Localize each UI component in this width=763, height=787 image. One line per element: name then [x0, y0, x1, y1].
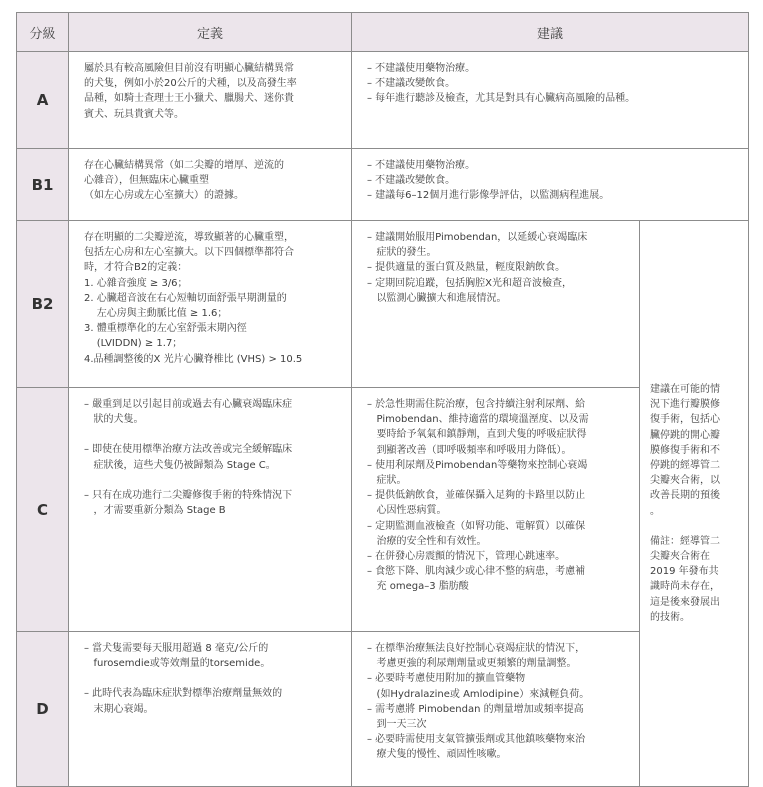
definition-line: 末期心衰竭。: [84, 703, 154, 715]
surgery-line: 復手術，包括心: [650, 414, 720, 426]
surgery-line: 臟停跳的開心瓣: [650, 429, 720, 441]
definition-cell-b1: [69, 149, 352, 221]
remark-note: [650, 534, 740, 625]
recommendation-line: – 使用利尿劑及Pimobendan等藥物來控制心衰竭: [367, 459, 588, 471]
recommendation-line: 以監測心臟擴大和進展情況。: [367, 292, 507, 304]
surgery-line: 膜修復手術和不: [650, 444, 720, 456]
definition-line: – 當犬隻需要每天服用超過 8 毫克/公斤的: [84, 643, 269, 654]
remark-line: 這是後來發展出: [650, 596, 720, 608]
recommendation-line: – 在標準治療無法良好控制心衰竭症狀的情況下，: [367, 643, 586, 654]
definition-line: – 只有在成功進行二尖瓣修復手術的特殊情況下: [84, 489, 293, 501]
recommendation-line: 療犬隻的慢性、頑固性咳嗽。: [367, 749, 507, 761]
definition-line: – 此時代表為臨床症狀對標準治療劑量無效的: [84, 688, 283, 700]
remark-line: 識時尚未存在，: [650, 581, 720, 593]
definition-line: 時，才符合B2的定義：: [84, 262, 188, 274]
header-recommendation: 建議: [352, 13, 749, 52]
surgery-recommendation: [650, 382, 740, 519]
definition-line: 包括左心房和左心室擴大。以下四個標準都符合: [84, 247, 294, 259]
recommendation-line: (如Hydralazine或 Amlodipine）來減輕負荷。: [367, 688, 590, 700]
recommendation-line: – 提供低鈉飲食，並確保攝入足夠的卡路里以防止: [367, 490, 586, 502]
recommendation-cell-b1: [352, 149, 749, 221]
criterion-line: 左心房與主動脈比值 ≥ 1.6；: [84, 308, 228, 320]
criterion-line: 1. 心雜音強度 ≥ 3/6；: [84, 277, 188, 289]
recommendation-cell-c: [352, 388, 640, 632]
definition-line: – 嚴重到足以引起目前或過去有心臟衰竭臨床症: [84, 399, 293, 410]
surgery-line: 改善長期的預後: [650, 490, 720, 502]
staging-table: [16, 12, 749, 787]
surgery-line: 尖瓣夾合術，以: [650, 475, 720, 487]
definition-cell-a: [69, 52, 352, 149]
definition-line: 品種，如騎士查理士王小獵犬、臘腸犬、迷你貴: [84, 93, 294, 105]
definition-line: 的犬隻，例如小於20公斤的犬種，以及高發生率: [84, 78, 297, 90]
surgery-line: 建議在可能的情: [650, 383, 720, 395]
stage-label-a: A: [17, 52, 69, 149]
criterion-line: 4.品種調整後的X 光片心臟脊椎比 (VHS) > 10.5: [84, 353, 303, 365]
stage-label-b1: B1: [17, 149, 69, 221]
recommendation-cell-d: [352, 632, 640, 787]
definition-line: – 即使在使用標準治療方法改善或完全緩解臨床: [84, 444, 293, 456]
surgery-line: 停跳的經導管二: [650, 459, 720, 471]
definition-line: 狀的犬隻。: [84, 414, 144, 426]
criterion-line: 3. 體重標準化的左心室舒張末期內徑: [84, 323, 247, 335]
table-row-d: [17, 632, 749, 787]
recommendation-line: 症狀。: [367, 475, 407, 487]
recommendation-line: Pimobendan、維持適當的環境溫溼度、以及需: [367, 414, 589, 426]
recommendation-line: 考慮更強的利尿劑劑量或更頻繁的劑量調整。: [367, 658, 577, 670]
block-spacer: [84, 473, 343, 488]
definition-line: 心雜音），但無臨床心臟重塑: [84, 175, 209, 187]
table-row-a: [17, 52, 749, 149]
definition-cell-d: [69, 632, 352, 787]
recommendation-line: 治療的安全性和有效性。: [367, 535, 487, 547]
recommendation-line: – 在併發心房震顫的情況下，管理心跳速率。: [367, 551, 566, 563]
stage-label-c: C: [17, 388, 69, 632]
definition-cell-c: [69, 388, 352, 632]
stage-label-b2: B2: [17, 221, 69, 388]
recommendation-line: – 不建議改變飲食。: [367, 78, 456, 90]
recommendation-line: – 每年進行聽診及檢查，尤其是對具有心臟病高風險的品種。: [367, 93, 636, 105]
table-row-c: [17, 388, 749, 632]
recommendation-line: – 提供適量的蛋白質及熱量，輕度限鈉飲食。: [367, 262, 566, 274]
recommendation-line: – 建議開始服用Pimobendan，以延緩心衰竭臨床: [367, 232, 588, 243]
recommendation-line: 症狀的發生。: [367, 247, 437, 259]
recommendation-line: – 不建議使用藥物治療。: [367, 63, 476, 74]
recommendation-line: 要時給予氧氣和鎮靜劑，直到犬隻的呼吸症狀得: [367, 429, 587, 441]
definition-line: ，才需要重新分類為 Stage B: [84, 505, 226, 517]
note-spacer: [650, 519, 740, 534]
surgery-line: 況下進行瓣膜修: [650, 399, 720, 411]
remark-line: 備註：經導管二: [650, 535, 720, 547]
definition-line: 存在明顯的二尖瓣逆流，導致顯著的心臟重塑，: [84, 232, 294, 243]
definition-cell-b2: [69, 221, 352, 388]
remark-line: 尖瓣夾合術在: [650, 551, 710, 562]
recommendation-line: 心因性惡病質。: [367, 505, 447, 517]
recommendation-line: – 不建議改變飲食。: [367, 175, 456, 187]
header-definition: 定義: [69, 13, 352, 52]
table-row-b1: [17, 149, 749, 221]
recommendation-line: – 食慾下降、肌肉減少或心律不整的病患，考慮補: [367, 566, 586, 578]
definition-line: 賓犬、玩具貴賓犬等。: [84, 108, 184, 120]
shared-note-cell: [640, 221, 749, 787]
definition-line: （如左心房或左心室擴大）的證據。: [84, 190, 244, 202]
definition-line: 存在心臟結構異常（如二尖瓣的增厚、逆流的: [84, 160, 284, 171]
recommendation-line: – 必要時考慮使用附加的擴血管藥物: [367, 673, 526, 685]
recommendation-line: – 必要時需使用支氣管擴張劑或其他鎮咳藥物來治: [367, 734, 586, 746]
block-spacer: [84, 427, 343, 442]
header-grade: 分級: [17, 13, 69, 52]
recommendation-line: 到顯著改善（即呼吸頻率和呼吸用力降低）。: [367, 444, 572, 456]
recommendation-line: – 定期回院追蹤，包括胸腔X光和超音波檢查，: [367, 277, 573, 289]
criterion-line: (LVIDDN) ≥ 1.7；: [84, 338, 183, 350]
definition-line: 屬於具有較高風險但目前沒有明顯心臟結構異常: [84, 63, 294, 74]
remark-line: 2019 年發布共: [650, 566, 719, 578]
surgery-line: 。: [650, 505, 660, 517]
table-row-b2: [17, 221, 749, 388]
recommendation-line: – 建議每6–12個月進行影像學評估，以監測病程進展。: [367, 190, 610, 202]
recommendation-line: 充 omega–3 脂肪酸: [367, 581, 469, 593]
definition-line: 症狀後，這些犬隻仍被歸類為 Stage C。: [84, 459, 276, 471]
stage-label-d: D: [17, 632, 69, 787]
definition-line: furosemdie或等效劑量的torsemide。: [84, 658, 271, 670]
remark-line: 的技術。: [650, 611, 690, 623]
block-spacer: [84, 671, 343, 686]
recommendation-line: – 不建議使用藥物治療。: [367, 160, 476, 171]
recommendation-cell-b2: [352, 221, 640, 388]
criterion-line: 2. 心臟超音波在右心短軸切面舒張早期測量的: [84, 292, 287, 304]
recommendation-line: 到一天三次: [367, 719, 427, 731]
table-header-row: [17, 13, 749, 52]
recommendation-line: – 需考慮將 Pimobendan 的劑量增加或頻率提高: [367, 703, 584, 715]
recommendation-line: – 於急性期需住院治療，包含持續注射利尿劑、給: [367, 399, 586, 410]
recommendation-line: – 定期監測血液檢查（如腎功能、電解質）以確保: [367, 520, 586, 532]
recommendation-cell-a: [352, 52, 749, 149]
